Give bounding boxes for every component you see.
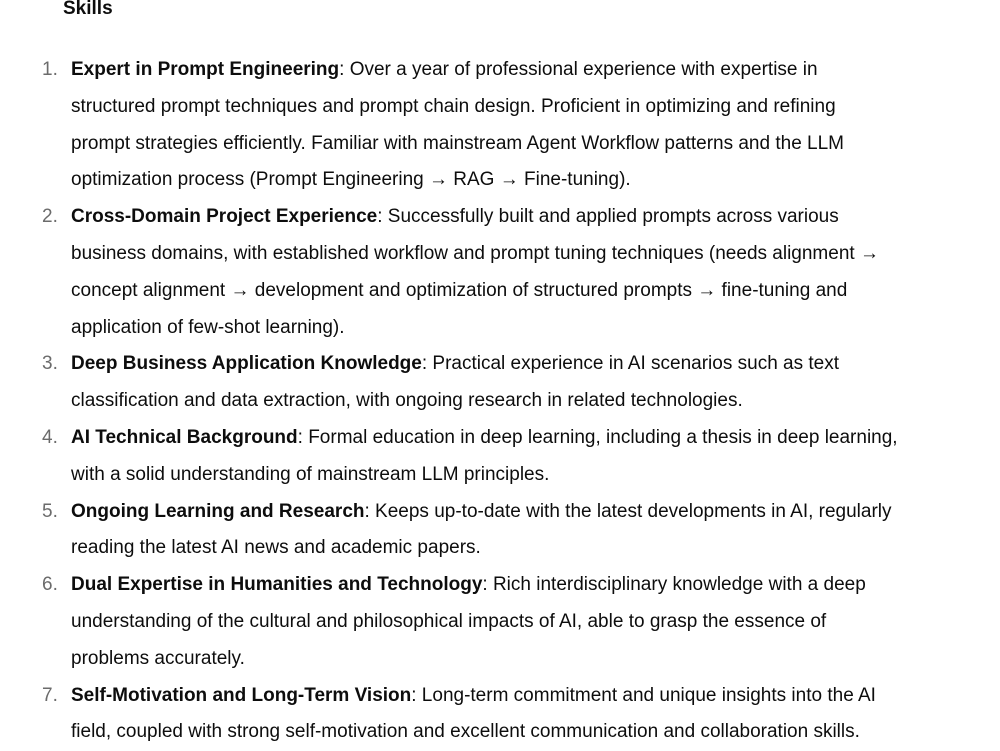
skills-list [0,52,1000,751]
list-number: 3. [42,353,58,375]
skill-heading: Cross-Domain Project Experience [71,206,378,228]
skill-line: field, coupled with strong self-motivation and excellent communication and collaboration skills. [71,721,860,743]
skill-line: concept alignment → development and optimization of structured prompts → fine-tuning and [71,279,848,301]
skill-item [0,567,1000,677]
skill-heading: Expert in Prompt Engineering [71,59,340,80]
skill-line [71,494,980,531]
skill-item [0,199,1000,346]
skill-text: : Rich interdisciplinary knowledge with a deep [482,574,866,596]
skill-heading: AI Technical Background [71,426,298,448]
skill-text: : Practical experience in AI scenarios such as text [421,353,840,375]
skill-text: : Over a year of professional experience with expertise in [339,59,818,80]
list-number: 2. [42,206,58,228]
list-number: 6. [42,574,58,596]
skill-line [71,199,980,236]
skill-line: with a solid understanding of mainstream LLM principles. [71,463,550,485]
list-number: 4. [42,426,58,448]
skill-text: : Successfully built and applied prompts across various [377,206,839,228]
skill-line: prompt strategies efficiently. Familiar with mainstream Agent Workflow patterns and the LLM [71,132,844,154]
skill-line: reading the latest AI news and academic papers. [71,537,481,559]
skill-line: understanding of the cultural and philosophical impacts of AI, able to grasp the essence of [71,610,827,632]
skill-item [0,346,1000,420]
section-title: Skills [63,0,113,19]
skill-line [71,567,980,604]
skill-line [71,678,980,715]
skill-line [71,346,980,383]
skill-heading: Ongoing Learning and Research [71,500,365,522]
skill-line: problems accurately. [71,647,245,669]
skill-line: structured prompt techniques and prompt chain design. Proficient in optimizing and refining [71,95,836,117]
skill-line [71,420,980,457]
skill-line: application of few-shot learning). [71,316,345,338]
list-number: 1. [42,59,58,80]
skill-line: business domains, with established workflow and prompt tuning techniques (needs alignment → [71,242,879,264]
skill-item [0,678,1000,751]
skill-text: : Formal education in deep learning, including a thesis in deep learning, [297,426,898,448]
skill-item [0,494,1000,568]
skill-heading: Dual Expertise in Humanities and Technology [71,574,483,596]
skill-heading: Deep Business Application Knowledge [71,353,422,375]
list-number: 5. [42,500,58,522]
skill-heading: Self-Motivation and Long-Term Vision [71,684,412,706]
skill-text: : Keeps up-to-date with the latest developments in AI, regularly [364,500,892,522]
skill-text: : Long-term commitment and unique insights into the AI [411,684,876,706]
skill-item [0,52,1000,199]
skill-line [71,52,980,89]
skill-line: classification and data extraction, with ongoing research in related technologies. [71,390,743,412]
list-number: 7. [42,684,58,706]
skill-line: optimization process (Prompt Engineering → RAG → Fine-tuning). [71,169,631,191]
skill-item [0,420,1000,494]
